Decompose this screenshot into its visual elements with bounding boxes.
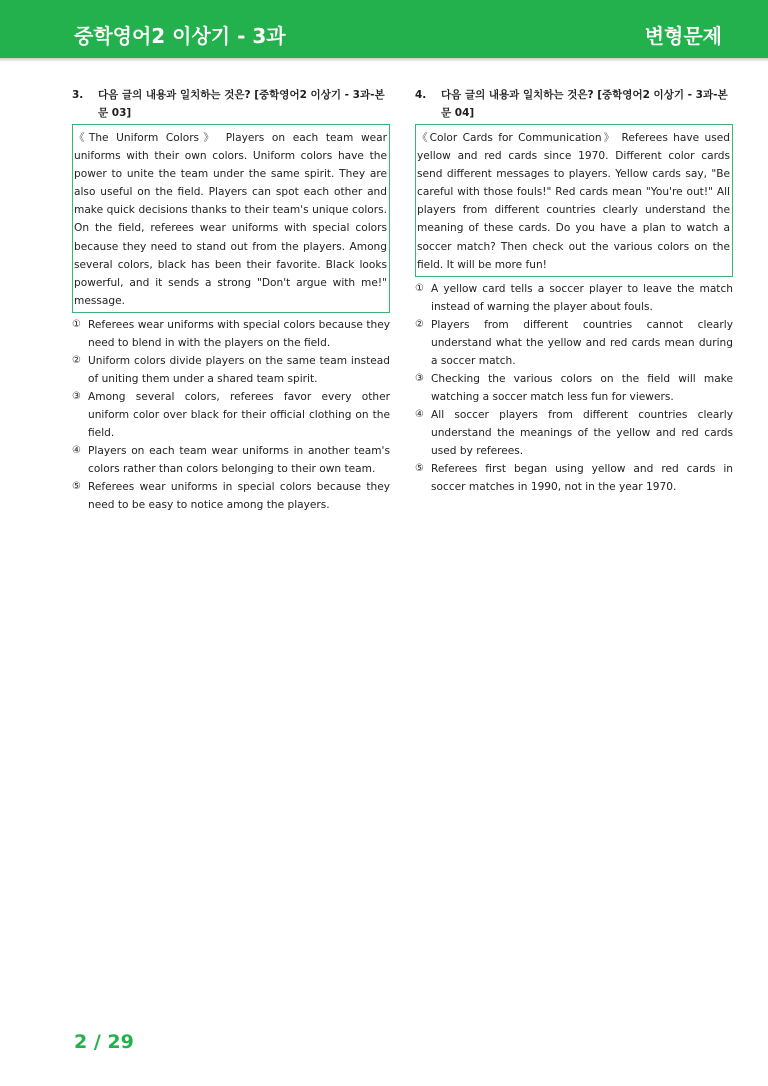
option-text: Players on each team wear uniforms in another team's colors rather than colors belonging to their own team.: [88, 444, 390, 475]
answer-option-2[interactable]: [415, 316, 733, 370]
page-header: [0, 0, 768, 58]
answer-options: [415, 280, 733, 496]
option-text: Referees wear uniforms with special colors because they need to blend in with the players on the field.: [88, 318, 390, 349]
option-mark: ②: [72, 354, 81, 366]
option-mark: ③: [72, 390, 81, 402]
question-heading: [72, 86, 390, 122]
option-mark: ④: [415, 408, 424, 420]
passage-body: Players on each team wear uniforms with their own colors. Uniform colors have the power to unite the team under the same spirit. They are also useful on the field. Players can spot each other and make quick decisions thanks to their team's unique colors. On the field, referees wear uniforms with special colors because they need to stand out from the players. Among several colors, black has been their favorite. Black looks powerful, and it sends a strong "Don't argue with me!" message.: [74, 132, 387, 307]
answer-option-4[interactable]: [72, 442, 390, 478]
question-number: 4.: [415, 89, 427, 101]
passage-title: 《Color Cards for Communication》: [417, 132, 617, 144]
answer-option-5[interactable]: [415, 460, 733, 496]
passage-box: [415, 124, 733, 277]
option-text: Players from different countries cannot clearly understand what the yellow and red cards mean during a soccer match.: [431, 318, 733, 367]
answer-option-4[interactable]: [415, 406, 733, 460]
option-mark: ②: [415, 318, 424, 330]
question-heading: [415, 86, 733, 122]
option-mark: ④: [72, 444, 81, 456]
option-text: Uniform colors divide players on the same team instead of uniting them under a shared team spirit.: [88, 354, 390, 385]
option-text: Referees first began using yellow and red cards in soccer matches in 1990, not in the year 1970.: [431, 462, 733, 493]
question-prompt: 다음 글의 내용과 일치하는 것은? [중학영어2 이상기 - 3과-본문 04]: [441, 89, 728, 119]
answer-option-1[interactable]: [415, 280, 733, 316]
question-4: [415, 86, 733, 496]
page-number: 2 / 29: [74, 1031, 134, 1053]
passage-body: Referees have used yellow and red cards since 1970. Different color cards send different messages to players. Yellow cards say, "Be careful with those fouls!" Red cards mean "You're out!" All players from different countries clearly understand the meaning of these cards. Do you have a plan to watch a soccer match? Then check out the various colors on the field. It will be more fun!: [417, 132, 730, 271]
answer-option-3[interactable]: [72, 388, 390, 442]
option-text: A yellow card tells a soccer player to leave the match instead of warning the player about fouls.: [431, 282, 733, 313]
answer-option-2[interactable]: [72, 352, 390, 388]
passage-box: [72, 124, 390, 313]
header-shadow: [0, 58, 768, 62]
answer-option-1[interactable]: [72, 316, 390, 352]
question-3: [72, 86, 390, 514]
option-text: Among several colors, referees favor every other uniform color over black for their official clothing on the field.: [88, 390, 390, 439]
option-mark: ①: [415, 282, 424, 294]
option-mark: ①: [72, 318, 81, 330]
option-mark: ⑤: [415, 462, 424, 474]
option-text: Checking the various colors on the field will make watching a soccer match less fun for viewers.: [431, 372, 733, 403]
option-mark: ⑤: [72, 480, 81, 492]
header-title: 중학영어2 이상기 - 3과: [74, 24, 286, 48]
option-text: All soccer players from different countries clearly understand the meanings of the yellow and red cards used by referees.: [431, 408, 733, 457]
header-section-label: 변형문제: [644, 24, 722, 48]
question-prompt: 다음 글의 내용과 일치하는 것은? [중학영어2 이상기 - 3과-본문 03]: [98, 89, 385, 119]
passage-title: 《The Uniform Colors》: [74, 132, 219, 144]
answer-option-5[interactable]: [72, 478, 390, 514]
question-number: 3.: [72, 89, 84, 101]
option-mark: ③: [415, 372, 424, 384]
answer-options: [72, 316, 390, 514]
answer-option-3[interactable]: [415, 370, 733, 406]
option-text: Referees wear uniforms in special colors because they need to be easy to notice among the players.: [88, 480, 390, 511]
